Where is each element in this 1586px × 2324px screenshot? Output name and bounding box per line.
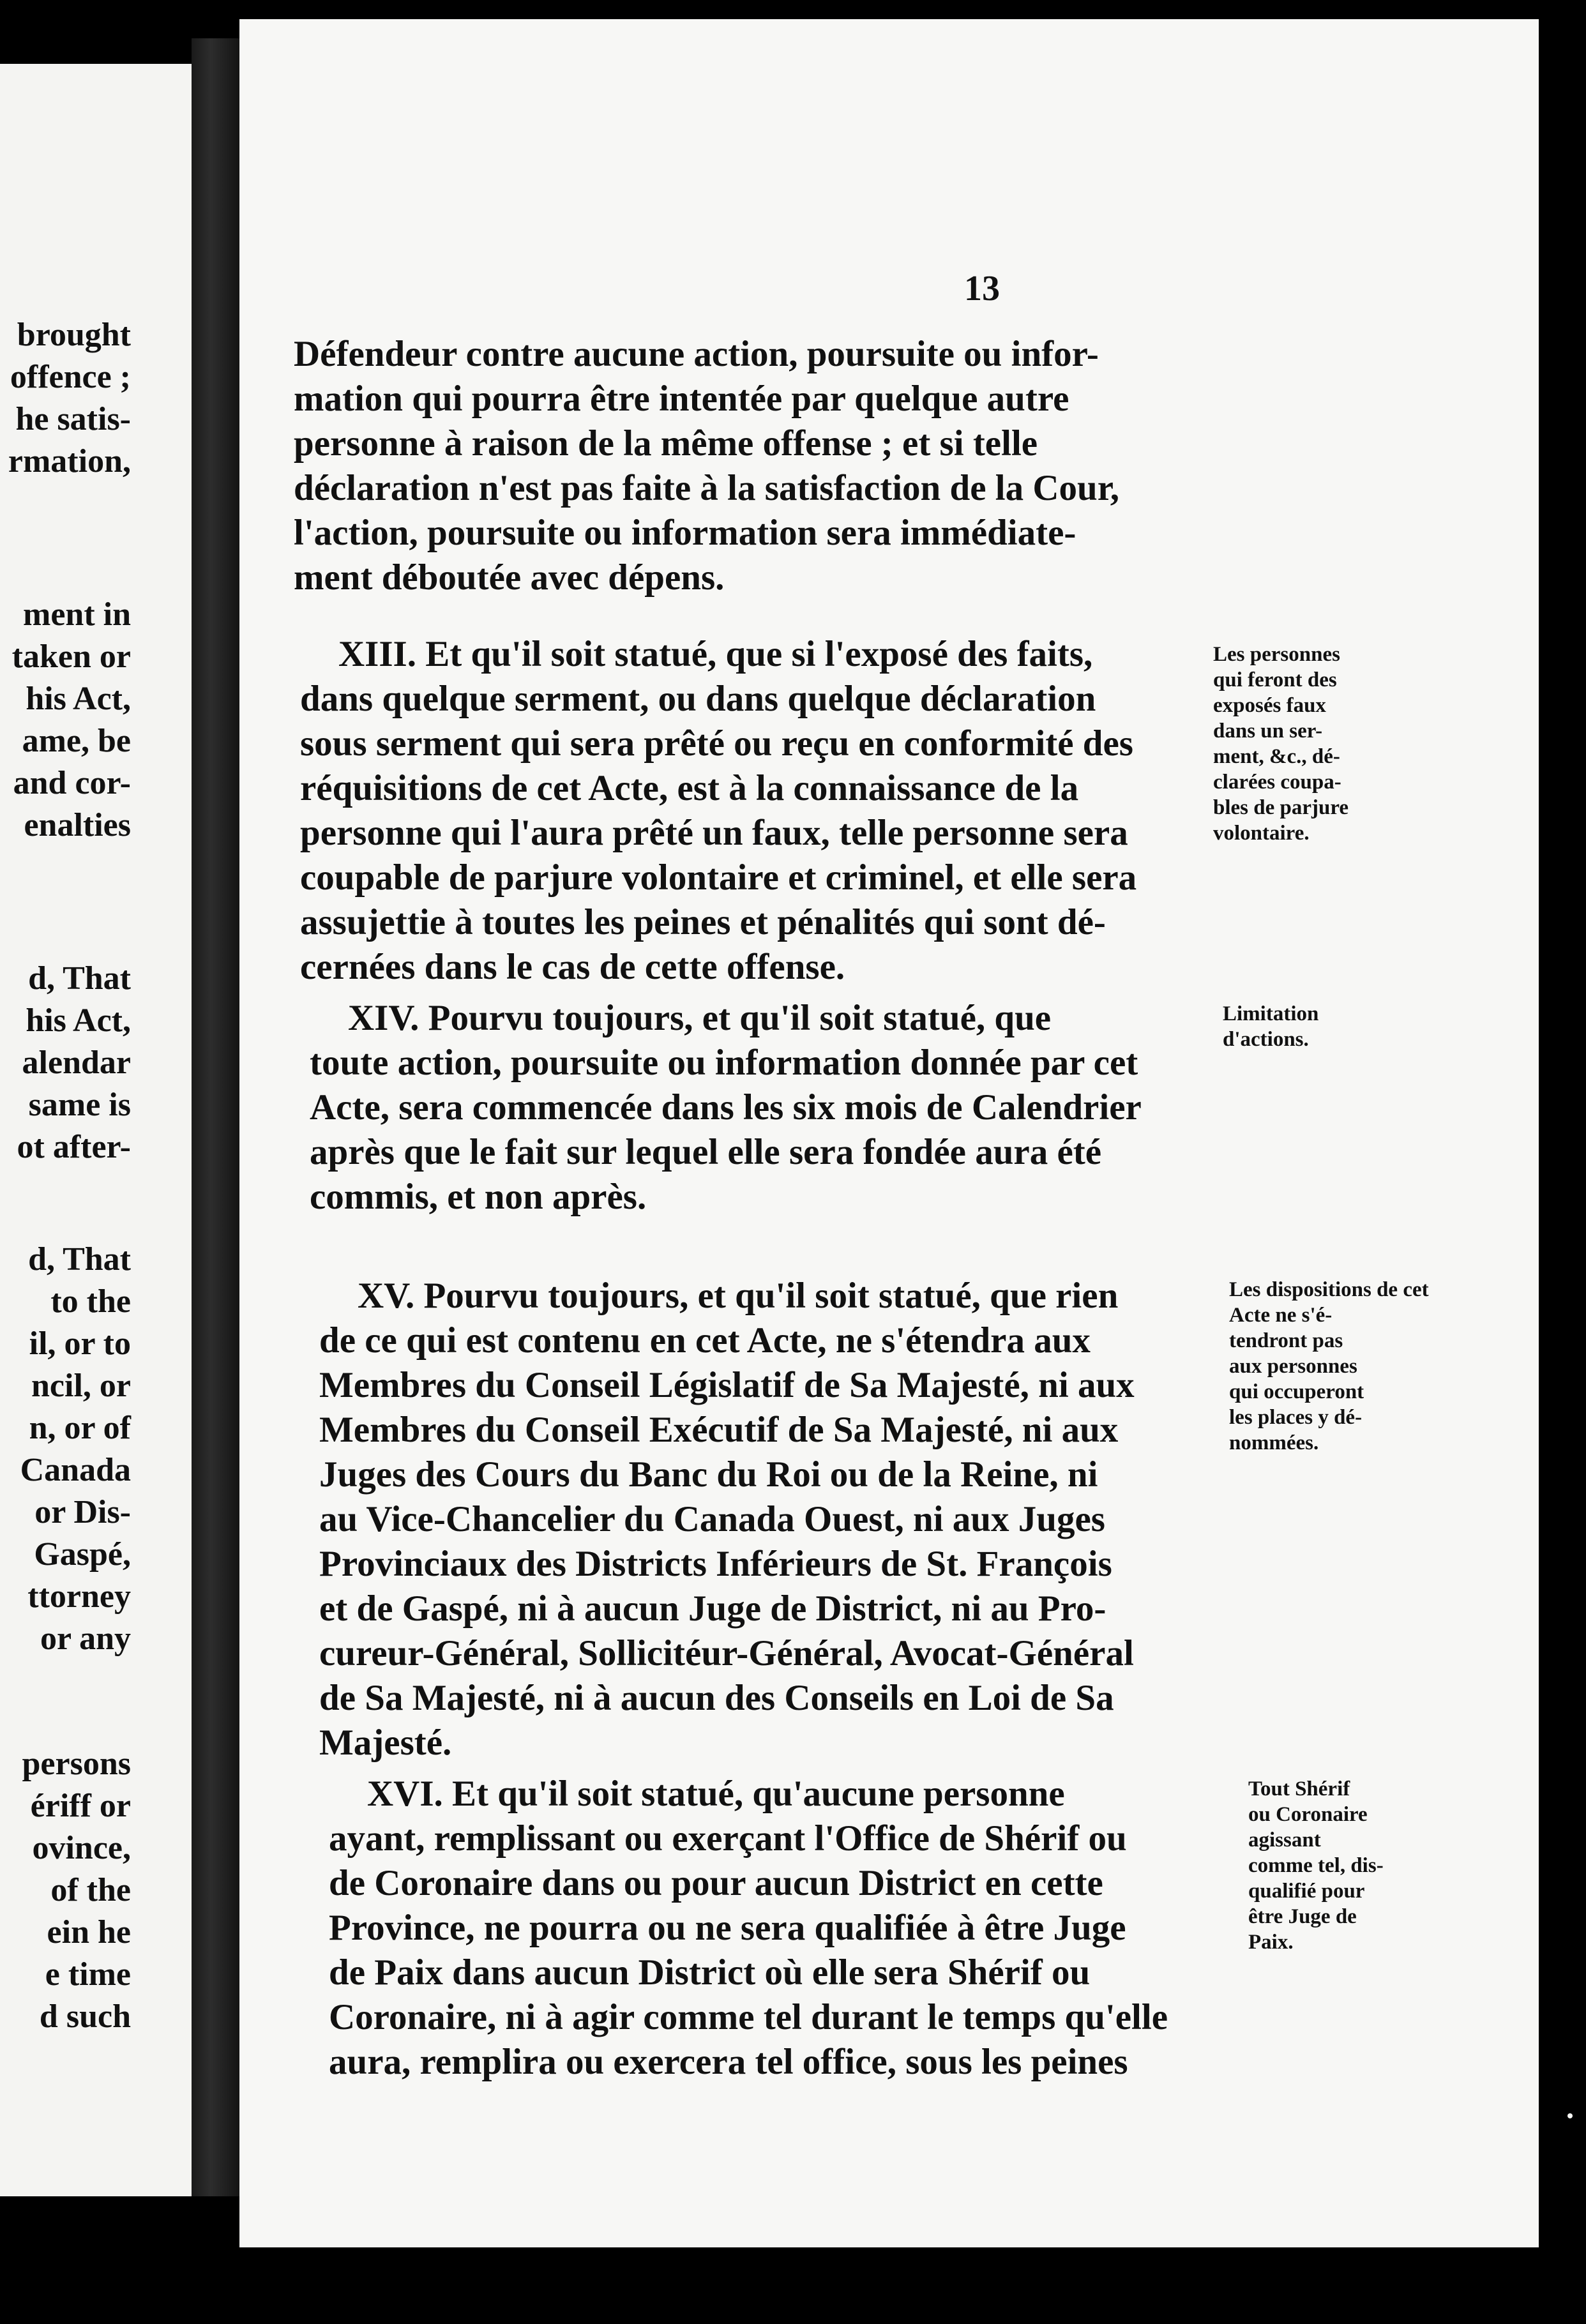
margin-note-line: qualifié pour [1248,1880,1365,1903]
margin-note-line: les places y dé- [1229,1406,1363,1429]
text-line: cernées dans le cas de cette offense. [300,947,845,987]
text-line: mation qui pourra être intentée par quelque autre [294,379,1069,419]
text-line: ment déboutée avec dépens. [294,557,725,598]
left-page-line: persons [22,1746,131,1782]
text-line: coupable de parjure volontaire et criminel, et elle sera [300,857,1137,898]
left-page-line: ovince, [32,1830,131,1866]
left-page-line: ame, be [22,723,131,759]
text-line: Provinciaux des Districts Inférieurs de St. François [319,1544,1112,1584]
left-page-line: il, or to [29,1325,131,1362]
text-line: Juges des Cours du Banc du Roi ou de la Reine, ni [319,1454,1098,1495]
page-number: 13 [964,269,1000,308]
left-page-line: d, That [28,960,131,997]
text-line: personne à raison de la même offense ; et si telle [294,423,1038,464]
text-line: l'action, poursuite ou information sera immédiate- [294,513,1076,553]
margin-note-line: aux personnes [1229,1355,1357,1378]
text-line: Membres du Conseil Exécutif de Sa Majesté, ni aux [319,1410,1119,1450]
left-page-line: ein he [47,1914,131,1950]
margin-note-line: qui occuperont [1229,1380,1364,1403]
text-line: dans quelque serment, ou dans quelque déclaration [300,679,1096,719]
text-line: assujettie à toutes les peines et pénalités qui sont dé- [300,902,1106,942]
left-page-line: ttorney [27,1578,131,1615]
left-page-line: n, or of [29,1410,131,1446]
text-line: XIV. Pourvu toujours, et qu'il soit statué, que [348,998,1052,1038]
margin-note-line: d'actions. [1223,1028,1309,1051]
scan-speck [1525,83,1529,89]
margin-note-line: ou Coronaire [1248,1803,1368,1826]
margin-note-line: agissant [1248,1829,1321,1852]
margin-note-line: Les personnes [1213,643,1340,666]
margin-note-line: qui feront des [1213,668,1337,691]
text-line: Province, ne pourra ou ne sera qualifiée à être Juge [329,1908,1126,1948]
left-page-line: he satis- [15,401,131,437]
text-line: réquisitions de cet Acte, est à la connaissance de la [300,768,1079,808]
text-line: XIII. Et qu'il soit statué, que si l'exposé des faits, [338,634,1093,674]
left-page-line: brought [17,317,131,353]
margin-note-line: Tout Shérif [1248,1777,1350,1800]
text-line: Acte, sera commencée dans les six mois de Calendrier [310,1087,1142,1128]
left-page-line: enalties [24,807,131,843]
left-page-line: his Act, [26,1002,131,1039]
margin-note-line: Paix. [1248,1931,1294,1954]
margin-note-line: tendront pas [1229,1329,1343,1352]
margin-note-line: nommées. [1229,1431,1319,1454]
text-line: de Coronaire dans ou pour aucun District en cette [329,1863,1103,1903]
left-page-line: of the [50,1872,131,1908]
text-line: Majesté. [319,1723,452,1763]
left-page-line: d, That [28,1241,131,1278]
margin-note-line: ment, &c., dé- [1213,745,1340,768]
text-line: de ce qui est contenu en cet Acte, ne s'étendra aux [319,1320,1091,1361]
left-page-line: Canada [20,1452,131,1488]
margin-note-line: exposés faux [1213,694,1326,717]
margin-note-line: comme tel, dis- [1248,1854,1384,1877]
text-line: ayant, remplissant ou exerçant l'Office de Shérif ou [329,1818,1127,1859]
left-page-line: Gaspé, [34,1536,131,1573]
margin-note-line: Acte ne s'é- [1229,1304,1333,1327]
margin-note-line: volontaire. [1213,822,1310,845]
left-page-line: ncil, or [31,1368,131,1404]
left-page-line: or any [40,1620,131,1657]
text-line: commis, et non après. [310,1177,647,1217]
text-line: XVI. Et qu'il soit statué, qu'aucune personne [367,1774,1065,1814]
left-page-line: e time [45,1956,131,1993]
left-page-line: ment in [23,596,131,633]
text-line: toute action, poursuite ou information donnée par cet [310,1043,1138,1083]
right-page [239,19,1539,2247]
left-page-line: taken or [11,638,131,675]
text-line: et de Gaspé, ni à aucun Juge de District, ni au Pro- [319,1588,1106,1629]
book-gutter [192,38,239,2196]
left-page-line: to the [50,1283,131,1320]
text-line: après que le fait sur lequel elle sera fondée aura été [310,1132,1102,1172]
text-line: cureur-Général, Sollicitéur-Général, Avocat-Général [319,1633,1134,1673]
margin-note-line: être Juge de [1248,1905,1357,1928]
left-page-line: ériff or [30,1788,131,1824]
margin-note-line: Limitation [1223,1002,1319,1025]
margin-note-line: bles de parjure [1213,796,1349,819]
left-page-line: rmation, [8,443,131,479]
margin-note-line: clarées coupa- [1213,771,1341,794]
left-page-line: d such [39,1998,131,2035]
left-page-line: same is [28,1087,131,1123]
text-line: de Paix dans aucun District où elle sera Shérif ou [329,1952,1091,1993]
text-line: de Sa Majesté, ni à aucun des Conseils en Loi de Sa [319,1678,1114,1718]
text-line: Membres du Conseil Législatif de Sa Majesté, ni aux [319,1365,1135,1405]
scan-speck [1567,2113,1573,2118]
text-line: XV. Pourvu toujours, et qu'il soit statué, que rien [358,1276,1119,1316]
text-line: déclaration n'est pas faite à la satisfaction de la Cour, [294,468,1120,508]
text-line: personne qui l'aura prêté un faux, telle personne sera [300,813,1128,853]
left-page-line: his Act, [26,681,131,717]
text-line: sous serment qui sera prêté ou reçu en conformité des [300,723,1133,764]
margin-note-line: Les dispositions de cet [1229,1278,1429,1301]
left-page-fragment [0,64,192,2196]
margin-note-line: dans un ser- [1213,720,1323,743]
text-line: aura, remplira ou exercera tel office, sous les peines [329,2042,1128,2082]
text-line: Défendeur contre aucune action, poursuite ou infor- [294,334,1099,374]
text-line: au Vice-Chancelier du Canada Ouest, ni aux Juges [319,1499,1105,1539]
left-page-line: or Dis- [34,1494,131,1530]
text-line: Coronaire, ni à agir comme tel durant le temps qu'elle [329,1997,1168,2037]
left-page-line: ot after- [17,1129,131,1165]
left-page-line: offence ; [10,359,131,395]
left-page-line: and cor- [13,765,131,801]
left-page-line: alendar [22,1045,131,1081]
